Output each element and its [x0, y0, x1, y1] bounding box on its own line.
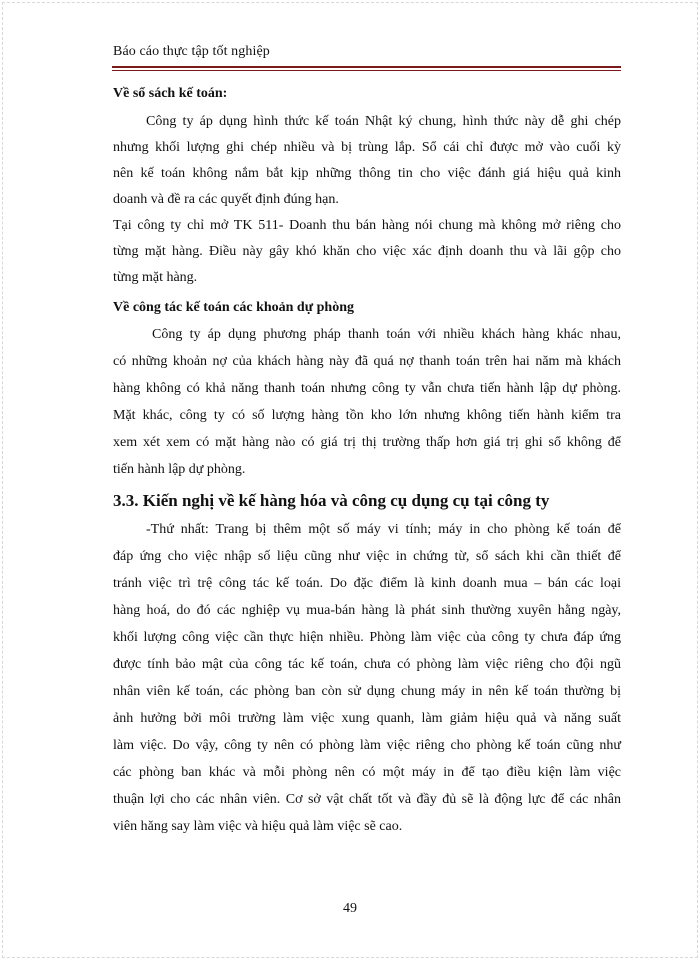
- paragraph-line: nhân viên kế toán, các phòng ban còn sử dụng chung máy in nên kế toán thường bị: [113, 684, 621, 699]
- paragraph-line: có những khoản nợ của khách hàng này đã quá nợ thanh toán trên hai năm mà khách: [113, 354, 621, 369]
- paragraph-line: hàng không có khả năng thanh toán nhưng công ty vẫn chưa tiến hành lập dự phòng.: [113, 381, 621, 396]
- paragraph-line: xem xét xem có mặt hàng nào có giá trị thị trường thấp hơn giá trị ghi sổ không để: [113, 435, 621, 450]
- paragraph-line: -Thứ nhất: Trang bị thêm một số máy vi tính; máy in cho phòng kế toán để: [146, 522, 621, 537]
- paragraph-line: từng mặt hàng. Điều này gây khó khăn cho việc xác định doanh thu và lãi gộp cho: [113, 244, 621, 259]
- paragraph-line: viên hăng say làm việc và hiệu quả làm việc sẽ cao.: [113, 819, 403, 834]
- paragraph-line: ảnh hưởng bởi môi trường làm việc xung quanh, làm giảm hiệu quả và năng suất: [113, 711, 621, 726]
- paragraph-line: Tại công ty chỉ mở TK 511- Doanh thu bán hàng nói chung mà không mở riêng cho: [113, 218, 621, 233]
- paragraph-line: nhưng khối lượng ghi chép nhiều và bị trùng lắp. Sổ cái chỉ được mở vào cuối kỳ: [113, 140, 621, 155]
- paragraph-line: doanh và đề ra các quyết định đúng hạn.: [113, 192, 339, 207]
- paragraph-line: Công ty áp dụng hình thức kế toán Nhật ký chung, hình thức này dễ ghi chép: [146, 114, 621, 129]
- paragraph-line: Công ty áp dụng phương pháp thanh toán với nhiều khách hàng khác nhau,: [152, 327, 621, 342]
- heading-accounting-books: Về sổ sách kế toán:: [113, 86, 228, 101]
- paragraph-line: từng mặt hàng.: [113, 270, 198, 285]
- paragraph-line: hàng hoá, do đó các nghiệp vụ mua-bán hàng là phát sinh thường xuyên hằng ngày,: [113, 603, 621, 618]
- paragraph-line: đáp ứng cho việc nhập số liệu cũng như việc in chứng từ, sổ sách khi cần thiết để: [113, 549, 621, 564]
- paragraph-line: Mặt khác, công ty có số lượng hàng tồn kho lớn nhưng không tiến hành kiểm tra: [113, 408, 621, 423]
- heading-provisions: Về công tác kế toán các khoản dự phòng: [113, 300, 354, 315]
- paragraph-line: tránh việc trì trệ công tác kế toán. Do đặc điểm là kinh doanh mua – bán các loại: [113, 576, 621, 591]
- paragraph-line: khối lượng công việc cần thực hiện nhiều. Phòng làm việc của công ty chưa đáp ứng: [113, 630, 621, 645]
- paragraph-line: được tính bảo mật của công tác kế toán, chưa có phòng làm việc riêng cho đội ngũ: [113, 657, 621, 672]
- paragraph-line: nên kế toán không nắm bắt kịp những thông tin cho việc đánh giá hiệu quả kinh: [113, 166, 621, 181]
- section-heading-recommendation: 3.3. Kiến nghị về kế hàng hóa và công cụ dụng cụ tại công ty: [113, 491, 550, 510]
- paragraph-line: thuận lợi cho các nhân viên. Cơ sở vật chất tốt và đầy đủ sẽ là động lực để các nhân: [113, 792, 621, 807]
- header-rule: [112, 66, 621, 68]
- paragraph-line: làm việc. Do vậy, công ty nên có phòng làm việc riêng cho phòng kế toán cũng như: [113, 738, 621, 753]
- paragraph-line: tiến hành lập dự phòng.: [113, 462, 246, 477]
- paragraph-line: các phòng ban khác và mỗi phòng nên có một máy in để tạo điều kiện làm việc: [113, 765, 621, 780]
- page-number: 49: [343, 901, 357, 916]
- header-rule-secondary: [112, 70, 621, 71]
- header-title: Báo cáo thực tập tốt nghiệp: [113, 44, 270, 59]
